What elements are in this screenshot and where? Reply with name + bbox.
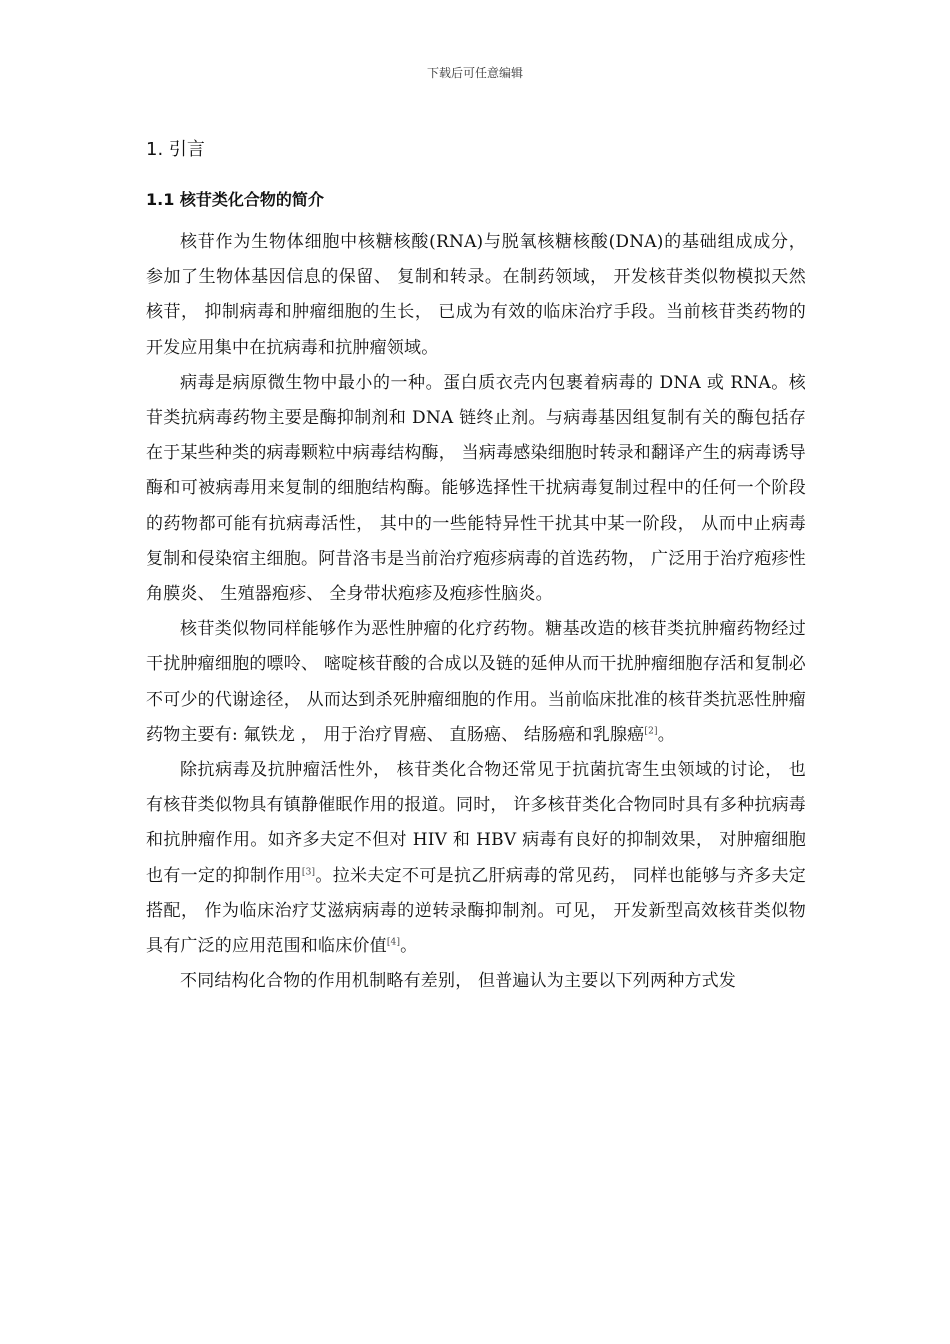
paragraph xyxy=(146,612,806,753)
body-text xyxy=(146,225,806,999)
subsection-title: 1.1 核苷类化合物的简介 xyxy=(146,190,324,209)
paragraph-text: 病毒是病原微生物中最小的一种。蛋白质衣壳内包裹着病毒的 DNA 或 RNA。核苷类抗病毒药物主要是酶抑制剂和 DNA 链终止剂。与病毒基因组复制有关的酶包括存在于某些种类的病毒颗粒中病毒结构酶， 当病毒感染细胞时转录和翻译产生的病毒诱导酶和可被病毒用来复制的细胞结构酶。能够选择性干扰病毒复制过程中的任何一个阶段的药物都可能有抗病毒活性， 其中的一些能特异性干扰其中某一阶段， 从而中止病毒复制和侵染宿主细胞。阿昔洛韦是当前治疗疱疹病毒的首选药物， 广泛用于治疗疱疹性角膜炎、 生殖器疱疹、 全身带状疱疹及疱疹性脑炎。 xyxy=(146,372,806,605)
citation-ref: [3] xyxy=(301,867,316,877)
paragraph xyxy=(146,964,806,999)
citation-ref: [4] xyxy=(386,937,401,948)
page-header: 下载后可任意编辑 xyxy=(426,66,523,80)
paragraph-text: 除抗病毒及抗肿瘤活性外， 核苷类化合物还常见于抗菌抗寄生虫领域的讨论， 也有核苷类似物具有镇静催眠作用的报道。同时， 许多核苷类化合物同时具有多种抗病毒和抗肿瘤作用。如齐多夫定不但对 HIV 和 HBV 病毒有良好的抑制效果， 对肿瘤细胞也有一定的抑制作用 xyxy=(146,760,806,886)
citation-ref: [2] xyxy=(644,726,658,737)
paragraph-text: 。 xyxy=(400,936,418,957)
paragraph-text: 核苷类似物同样能够作为恶性肿瘤的化疗药物。糖基改造的核苷类抗肿瘤药物经过干扰肿瘤细胞的嘌呤、 嘧啶核苷酸的合成以及链的延伸从而干扰肿瘤细胞存活和复制必不可少的代谢途径， 从而达到杀死肿瘤细胞的作用。当前临床批准的核苷类抗恶性肿瘤药物主要有: 氟铁龙 ， 用于治疗胃癌、 直肠癌、 结肠癌和乳腺癌 xyxy=(146,619,806,745)
paragraph xyxy=(146,225,806,366)
paragraph-text: 。 xyxy=(657,724,675,745)
paragraph-text: 不同结构化合物的作用机制略有差别， 但普遍认为主要以下列两种方式发 xyxy=(180,971,737,992)
paragraph-text: 。拉米夫定不可是抗乙肝病毒的常见药， 同样也能够与齐多夫定搭配， 作为临床治疗艾滋病病毒的逆转录酶抑制剂。可见， 开发新型高效核苷类似物具有广泛的应用范围和临床价值 xyxy=(146,865,806,957)
paragraph xyxy=(146,366,806,612)
section-title: 1. 引言 xyxy=(146,139,205,160)
paragraph-text: 核苷作为生物体细胞中核糖核酸(RNA)与脱氧核糖核酸(DNA)的基础组成成分， 参加了生物体基因信息的保留、 复制和转录。在制药领域， 开发核苷类似物模拟天然核苷， 抑制病毒和肿瘤细胞的生长， 已成为有效的临床治疗手段。当前核苷类药物的开发应用集中在抗病毒和抗肿瘤领域。 xyxy=(146,232,806,358)
paragraph xyxy=(146,753,806,964)
